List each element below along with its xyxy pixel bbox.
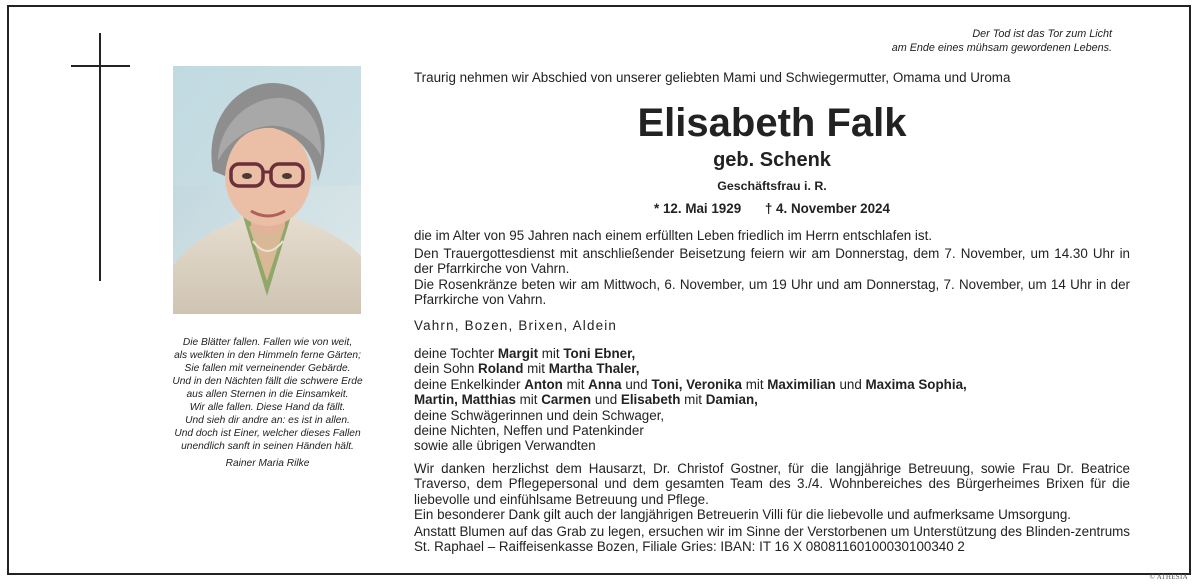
portrait-photo — [173, 66, 361, 314]
copyright: © ATHESIA — [1149, 573, 1188, 581]
cross-icon-horizontal — [71, 65, 130, 67]
cross-icon-vertical — [99, 33, 101, 281]
poem-line: als welkten in den Himmeln ferne Gärten; — [174, 350, 361, 362]
poem — [140, 336, 395, 470]
motto-line-2: am Ende eines mühsam gewordenen Lebens. — [891, 42, 1112, 54]
birth-date: * 12. Mai 1929 — [654, 201, 742, 216]
motto — [892, 27, 1112, 55]
poem-line: Die Blätter fallen. Fallen wie von weit, — [182, 337, 353, 348]
birth-name: geb. Schenk — [713, 149, 831, 171]
thanks-special-text: Ein besonderer Dank gilt auch der langjährigen Betreuerin Villi für die liebevolle und aufmerksame Umsorgung. — [414, 507, 1072, 523]
poem-author: Rainer Maria Rilke — [225, 458, 310, 470]
family-line: deine Enkelkinder Anton mit Anna und Toni, Veronika mit Maximilian und Maxima Sophia, — [414, 376, 967, 392]
funeral-text: Den Trauergottesdienst mit anschließender Beisetzung feiern wir am Donnerstag, dem 7. November, um 14.30 Uhr in der Pfarrkirche von Vahrn. — [414, 246, 1130, 277]
poem-line: aus allen Sternen in die Einsamkeit. — [186, 389, 349, 401]
family-line: deine Nichten, Neffen und Patenkinder — [414, 423, 644, 439]
poem-line: Wir alle fallen. Diese Hand da fällt. — [189, 402, 346, 414]
deceased-name: Elisabeth Falk — [637, 101, 907, 145]
donation-text: Anstatt Blumen auf das Grab zu legen, ersuchen wir im Sinne der Verstorbenen um Unterstützung des Blinden-zentrums St. Raphael – Raiffeisenkasse Bozen, Filiale Gries: IBAN: IT 16 X 08081160100030100340 2 — [414, 524, 1130, 555]
family-line: deine Schwägerinnen und dein Schwager, — [414, 407, 665, 423]
intro-text: Traurig nehmen wir Abschied von unserer geliebten Mami und Schwiegermutter, Omama und Uroma — [414, 70, 1011, 85]
occupation: Geschäftsfrau i. R. — [717, 179, 827, 193]
life-dates — [414, 200, 1130, 218]
poem-line: Und sieh dir andre an: es ist in allen. — [185, 415, 350, 427]
thanks-section — [414, 461, 1130, 523]
poem-line: Sie fallen mit verneinender Gebärde. — [184, 363, 351, 375]
places: Vahrn, Bozen, Brixen, Aldein — [414, 318, 618, 333]
motto-line-1: Der Tod ist das Tor zum Licht — [972, 28, 1112, 40]
poem-line: Und in den Nächten fällt die schwere Erde — [172, 376, 363, 388]
family-line: sowie alle übrigen Verwandten — [414, 438, 596, 454]
family-line: deine Tochter Margit mit Toni Ebner, — [414, 346, 636, 361]
death-date: † 4. November 2024 — [764, 201, 890, 216]
age-text: die im Alter von 95 Jahren nach einem erfüllten Leben friedlich im Herrn entschlafen ist. — [414, 228, 933, 243]
family-line: dein Sohn Roland mit Martha Thaler, — [414, 361, 640, 377]
family-list — [414, 346, 1130, 454]
rosary-text: Die Rosenkränze beten wir am Mittwoch, 6. November, um 19 Uhr und am Donnerstag, 7. November, um 14 Uhr in der Pfarrkirche von Vahrn. — [414, 277, 1130, 308]
thanks-text: Wir danken herzlichst dem Hausarzt, Dr. Christof Gostner, für die langjährige Betreuung, sowie Frau Dr. Beatrice Traverso, dem Pflegepersonal und dem gesamten Team des 3./4. Wohnbereiches des Bürgerheimes Brixen für die liebevolle und einfühlsame Betreuung und Pflege. — [414, 461, 1130, 507]
family-line: Martin, Matthias mit Carmen und Elisabeth mit Damian, — [414, 392, 758, 408]
poem-line: Und doch ist Einer, welcher dieses Fallen — [174, 428, 361, 440]
poem-line: unendlich sanft in seinen Händen hält. — [181, 441, 354, 453]
